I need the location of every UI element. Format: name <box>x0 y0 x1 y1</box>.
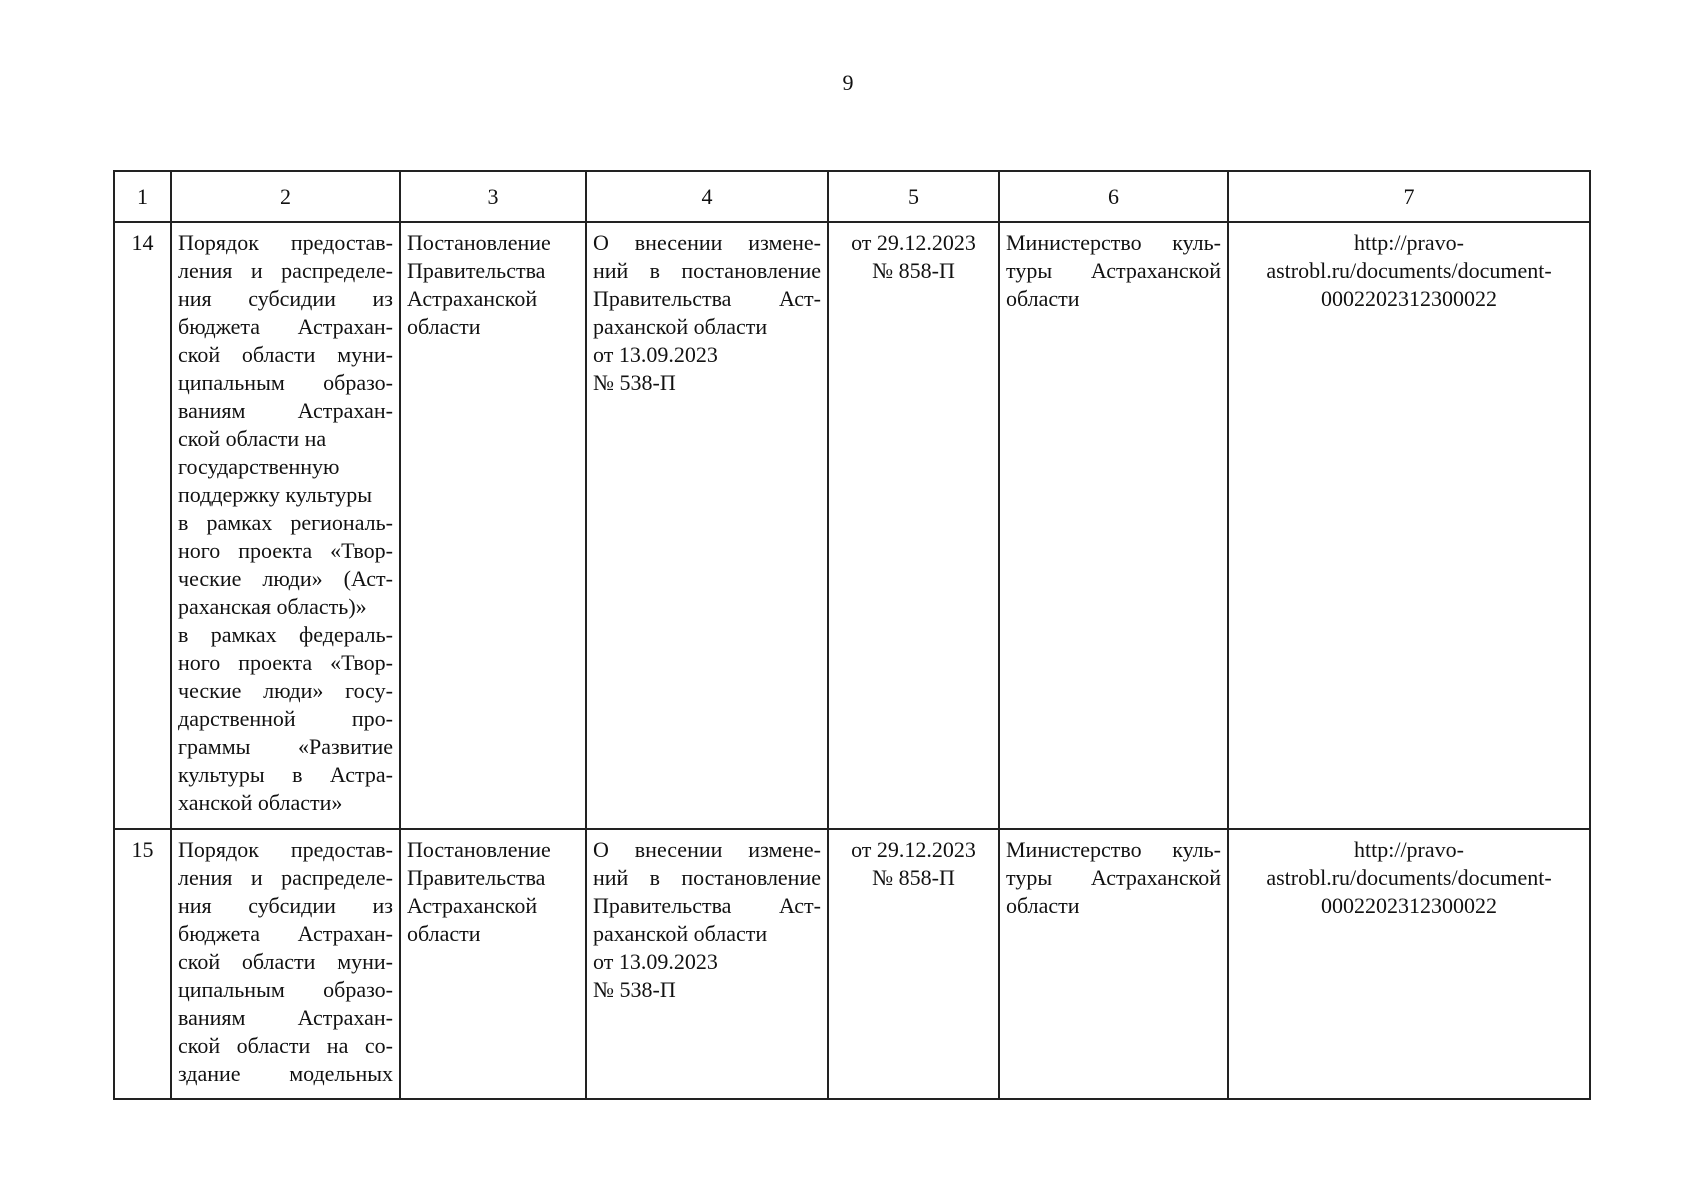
cell-line: ской области на <box>178 426 327 451</box>
cell-line: № 858-П <box>872 865 955 890</box>
cell-line: здание модельных <box>178 1061 393 1086</box>
document-title-cell <box>171 829 400 1099</box>
registry-table <box>113 170 1591 1100</box>
column-header: 7 <box>1228 171 1590 222</box>
cell-line: ческие люди» (Аст- <box>178 566 393 591</box>
cell-line: ний в постановление <box>593 865 821 890</box>
cell-line: граммы «Развитие <box>178 734 393 759</box>
cell-line: Правительства Аст- <box>593 893 821 918</box>
cell-line: ния субсидии из <box>178 286 393 311</box>
document-type-cell <box>400 829 586 1099</box>
cell-line: области <box>407 314 481 339</box>
cell-line: Правительства <box>407 865 546 890</box>
cell-line: Астраханской <box>407 286 538 311</box>
cell-line: Астраханской <box>407 893 538 918</box>
cell-line: Порядок предостав- <box>178 230 393 255</box>
table-row <box>114 829 1590 1099</box>
cell-line: О внесении измене- <box>593 837 821 862</box>
cell-line: области <box>1006 893 1080 918</box>
cell-line: ципальным образо- <box>178 977 393 1002</box>
cell-line: astrobl.ru/documents/document- <box>1266 258 1552 283</box>
cell-line: области <box>1006 286 1080 311</box>
column-header: 1 <box>114 171 171 222</box>
page-number: 9 <box>842 70 854 95</box>
cell-line: Постановление <box>407 230 551 255</box>
table-row <box>114 222 1590 829</box>
document-name-cell <box>586 829 828 1099</box>
cell-line: № 538-П <box>593 370 676 395</box>
cell-line: туры Астраханской <box>1006 258 1221 283</box>
cell-line: ханской области» <box>178 790 343 815</box>
cell-line: http://pravo- <box>1354 230 1464 255</box>
cell-line: государственную <box>178 454 340 479</box>
column-header: 4 <box>586 171 828 222</box>
cell-line: бюджета Астрахан- <box>178 314 393 339</box>
cell-line: О внесении измене- <box>593 230 821 255</box>
cell-line: от 29.12.2023 <box>851 837 976 862</box>
cell-line: http://pravo- <box>1354 837 1464 862</box>
document-name-cell <box>586 222 828 829</box>
cell-line: Министерство куль- <box>1006 837 1221 862</box>
column-header: 5 <box>828 171 999 222</box>
cell-line: в рамках федераль- <box>178 622 393 647</box>
cell-line: ской области муни- <box>178 949 393 974</box>
cell-line: раханская область)» <box>178 594 367 619</box>
cell-line: от 29.12.2023 <box>851 230 976 255</box>
column-header: 2 <box>171 171 400 222</box>
cell-line: ного проекта «Твор- <box>178 538 393 563</box>
column-header: 3 <box>400 171 586 222</box>
cell-line: Правительства Аст- <box>593 286 821 311</box>
column-header: 6 <box>999 171 1228 222</box>
cell-line: поддержку культуры <box>178 482 373 507</box>
authority-cell <box>999 829 1228 1099</box>
cell-line: ного проекта «Твор- <box>178 650 393 675</box>
cell-line: Правительства <box>407 258 546 283</box>
document-date-cell <box>828 829 999 1099</box>
cell-line: ления и распределе- <box>178 865 393 890</box>
cell-line: ской области муни- <box>178 342 393 367</box>
cell-line: 0002202312300022 <box>1321 893 1497 918</box>
cell-line: ципальным образо- <box>178 370 393 395</box>
cell-line: ления и распределе- <box>178 258 393 283</box>
cell-line: 0002202312300022 <box>1321 286 1497 311</box>
cell-line: ческие люди» госу- <box>178 678 393 703</box>
cell-line: от 13.09.2023 <box>593 342 718 367</box>
cell-line: Постановление <box>407 837 551 862</box>
document-link-cell <box>1228 222 1590 829</box>
table-header-row <box>114 171 1590 222</box>
cell-line: № 538-П <box>593 977 676 1002</box>
cell-line: бюджета Астрахан- <box>178 921 393 946</box>
cell-line: от 13.09.2023 <box>593 949 718 974</box>
cell-line: раханской области <box>593 314 768 339</box>
cell-line: № 858-П <box>872 258 955 283</box>
document-type-cell <box>400 222 586 829</box>
cell-line: дарственной про- <box>178 706 393 731</box>
cell-line: туры Астраханской <box>1006 865 1221 890</box>
cell-line: astrobl.ru/documents/document- <box>1266 865 1552 890</box>
cell-line: ния субсидии из <box>178 893 393 918</box>
document-date-cell <box>828 222 999 829</box>
document-title-cell <box>171 222 400 829</box>
cell-line: ваниям Астрахан- <box>178 1005 393 1030</box>
cell-line: ваниям Астрахан- <box>178 398 393 423</box>
row-number: 14 <box>114 222 171 829</box>
cell-line: в рамках региональ- <box>178 510 393 535</box>
cell-line: раханской области <box>593 921 768 946</box>
cell-line: Порядок предостав- <box>178 837 393 862</box>
cell-line: ской области на со- <box>178 1033 393 1058</box>
cell-line: ний в постановление <box>593 258 821 283</box>
authority-cell <box>999 222 1228 829</box>
row-number: 15 <box>114 829 171 1099</box>
document-link-cell <box>1228 829 1590 1099</box>
cell-line: Министерство куль- <box>1006 230 1221 255</box>
cell-line: культуры в Астра- <box>178 762 393 787</box>
cell-line: области <box>407 921 481 946</box>
